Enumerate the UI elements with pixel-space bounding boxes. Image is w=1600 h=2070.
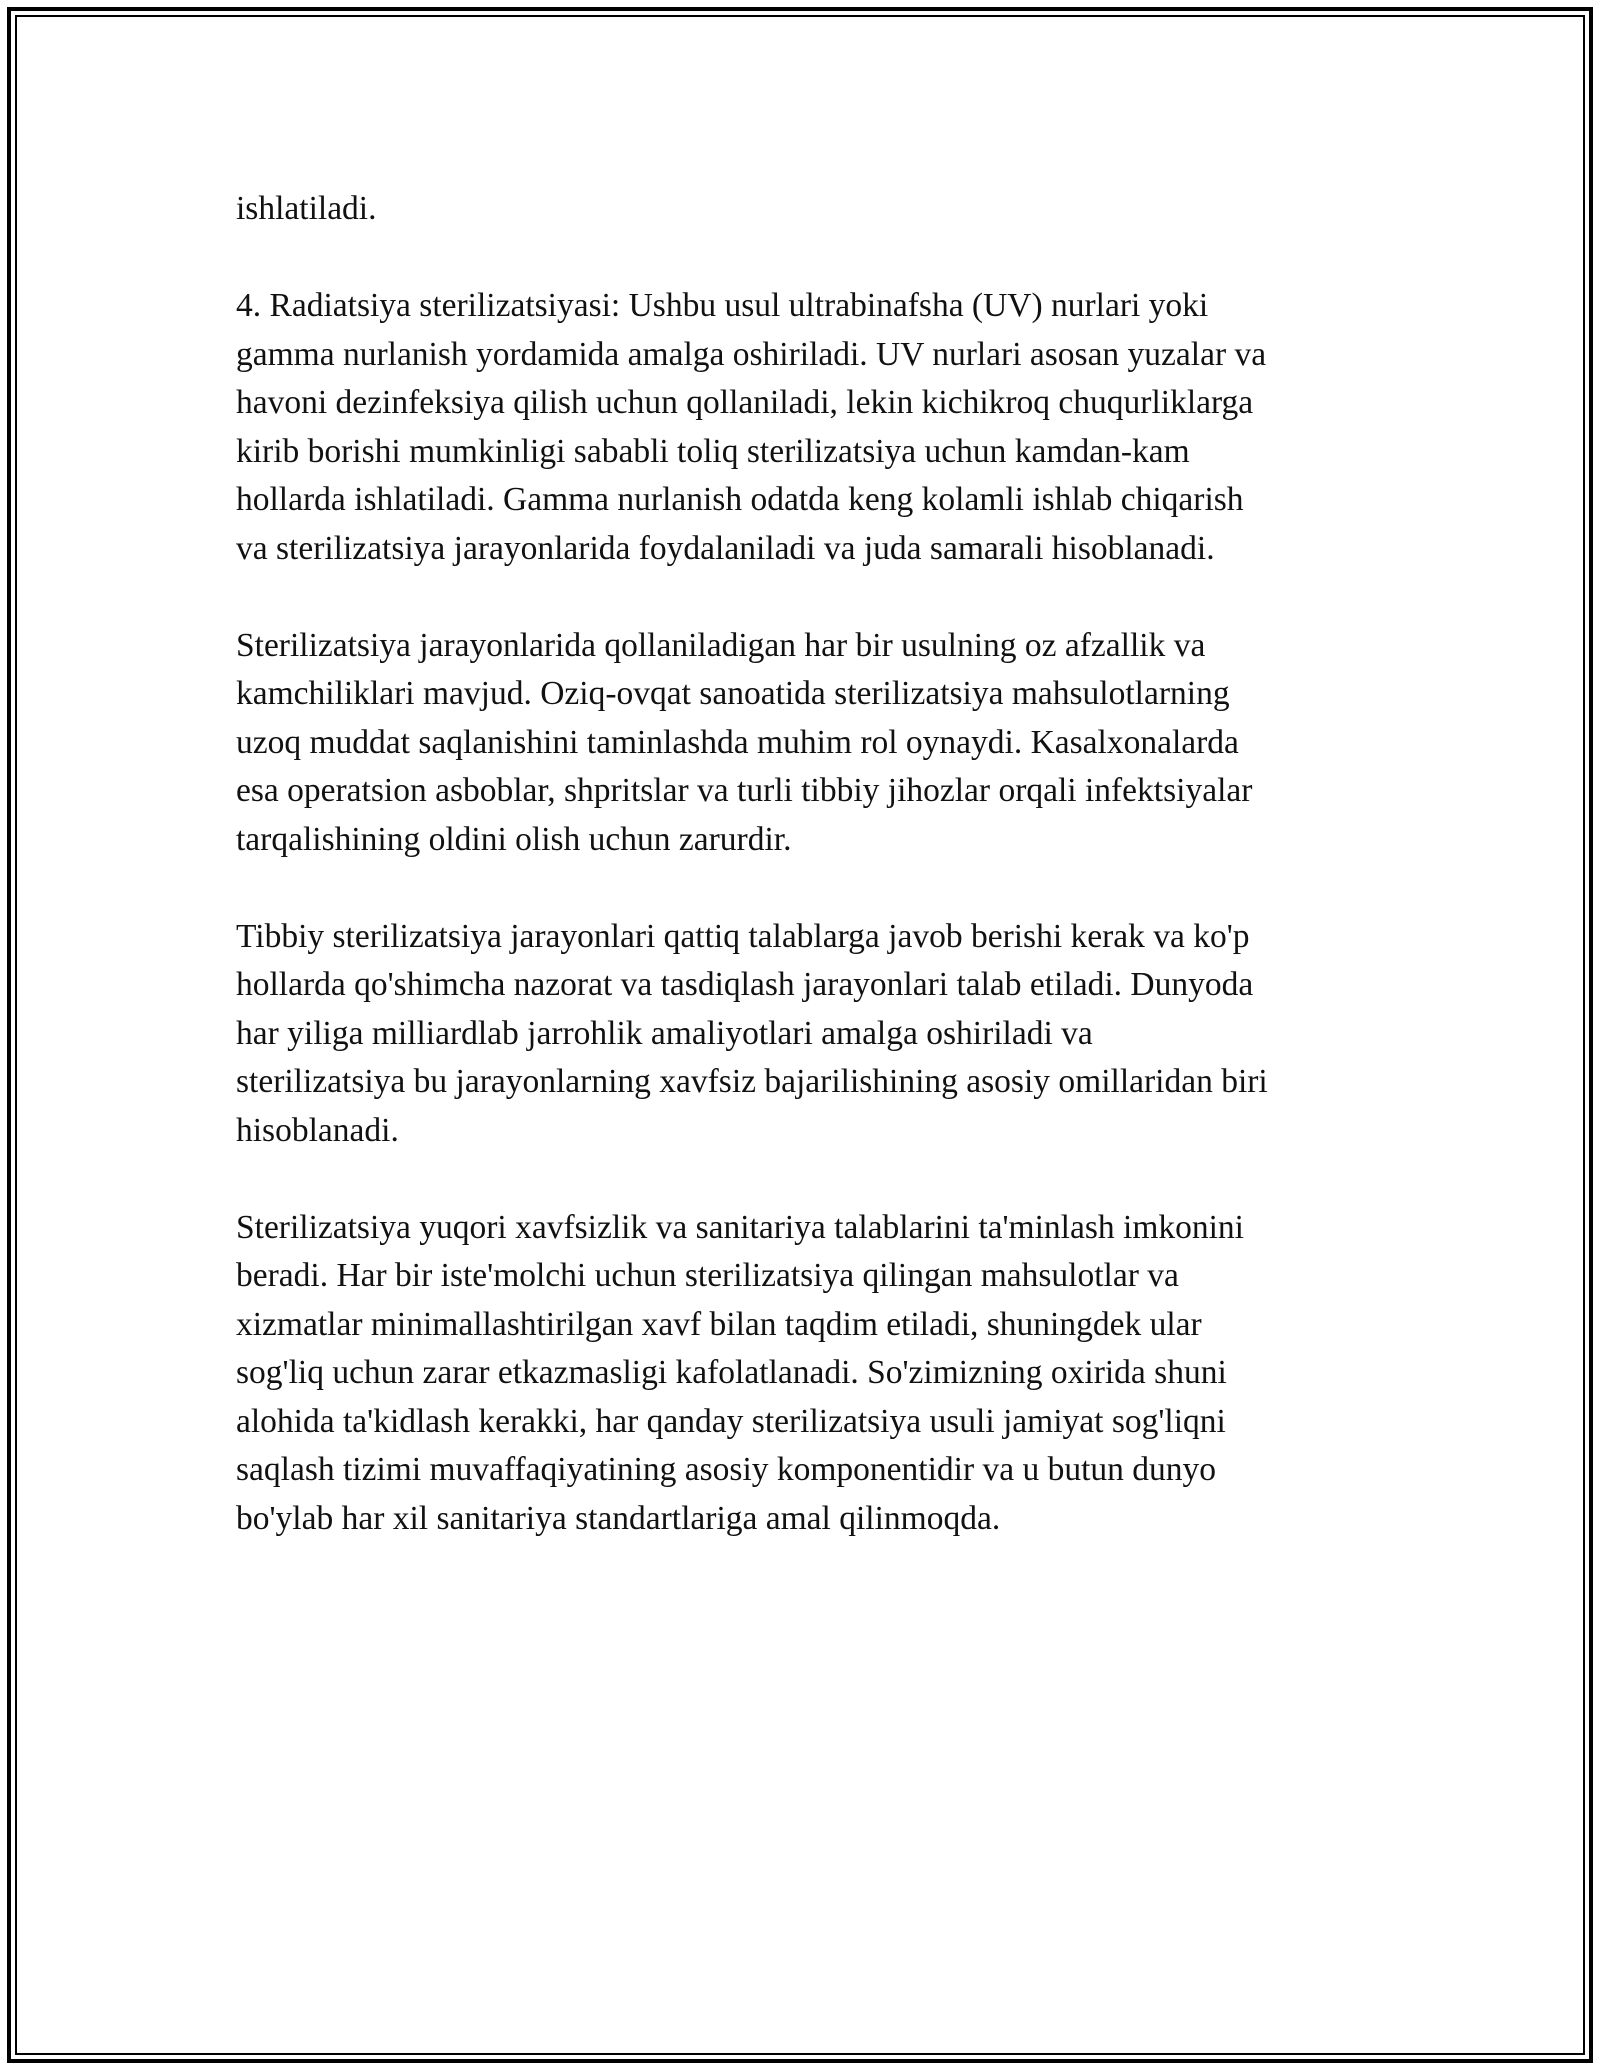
paragraph-radiation-sterilization: 4. Radiatsiya sterilizatsiyasi: Ushbu usul ultrabinafsha (UV) nurlari yoki gamma nurlanish yordamida amalga oshiriladi. UV nurlari asosan yuzalar va havoni dezinfeksiya qilish uchun qollaniladi, lekin kichikroq chuqurliklarga kirib borishi mumkinligi sababli toliq sterilizatsiya uchun kamdan-kam hollarda ishlatiladi. Gamma nurlanish odatda keng kolamli ishlab chiqarish va sterilizatsiya jarayonlarida foydalaniladi va juda samarali hisoblanadi. bbox=[236, 287, 1267, 567]
paragraph-conclusion: Sterilizatsiya yuqori xavfsizlik va sanitariya talablarini ta'minlash imkonini beradi. Har bir iste'molchi uchun sterilizatsiya qilingan mahsulotlar va xizmatlar minimallashtirilgan xavf bilan taqdim etiladi, shuningdek ular sog'liq uchun zarar etkazmasligi kafolatlanadi. So'zimizning oxirida shuni alohida ta'kidlash kerakki, har qanday sterilizatsiya usuli jamiyat sog'liqni saqlash tizimi muvaffaqiyatining asosiy komponentidir va u butun dunyo bo'ylab har xil sanitariya standartlariga amal qilinmoqda. bbox=[236, 1208, 1244, 1537]
document-body bbox=[236, 185, 1376, 1592]
paragraph-continuation: ishlatiladi. bbox=[236, 190, 377, 227]
paragraph-methods-pros-cons: Sterilizatsiya jarayonlarida qollaniladigan har bir usulning oz afzallik va kamchiliklari mavjud. Oziq-ovqat sanoatida sterilizatsiya mahsulotlarning uzoq muddat saqlanishini taminlashda muhim rol oynaydi. Kasalxonalarda esa operatsion asboblar, shpritslar va turli tibbiy jihozlar orqali infektsiyalar tarqalishining oldini olish uchun zarurdir. bbox=[236, 626, 1253, 858]
paragraph-medical-sterilization: Tibbiy sterilizatsiya jarayonlari qattiq talablarga javob berishi kerak va ko'p hollarda qo'shimcha nazorat va tasdiqlash jarayonlari talab etiladi. Dunyoda har yiliga milliardlab jarrohlik amaliyotlari amalga oshiriladi va sterilizatsiya bu jarayonlarning xavfsiz bajarilishining asosiy omillaridan biri hisoblanadi. bbox=[236, 917, 1268, 1149]
